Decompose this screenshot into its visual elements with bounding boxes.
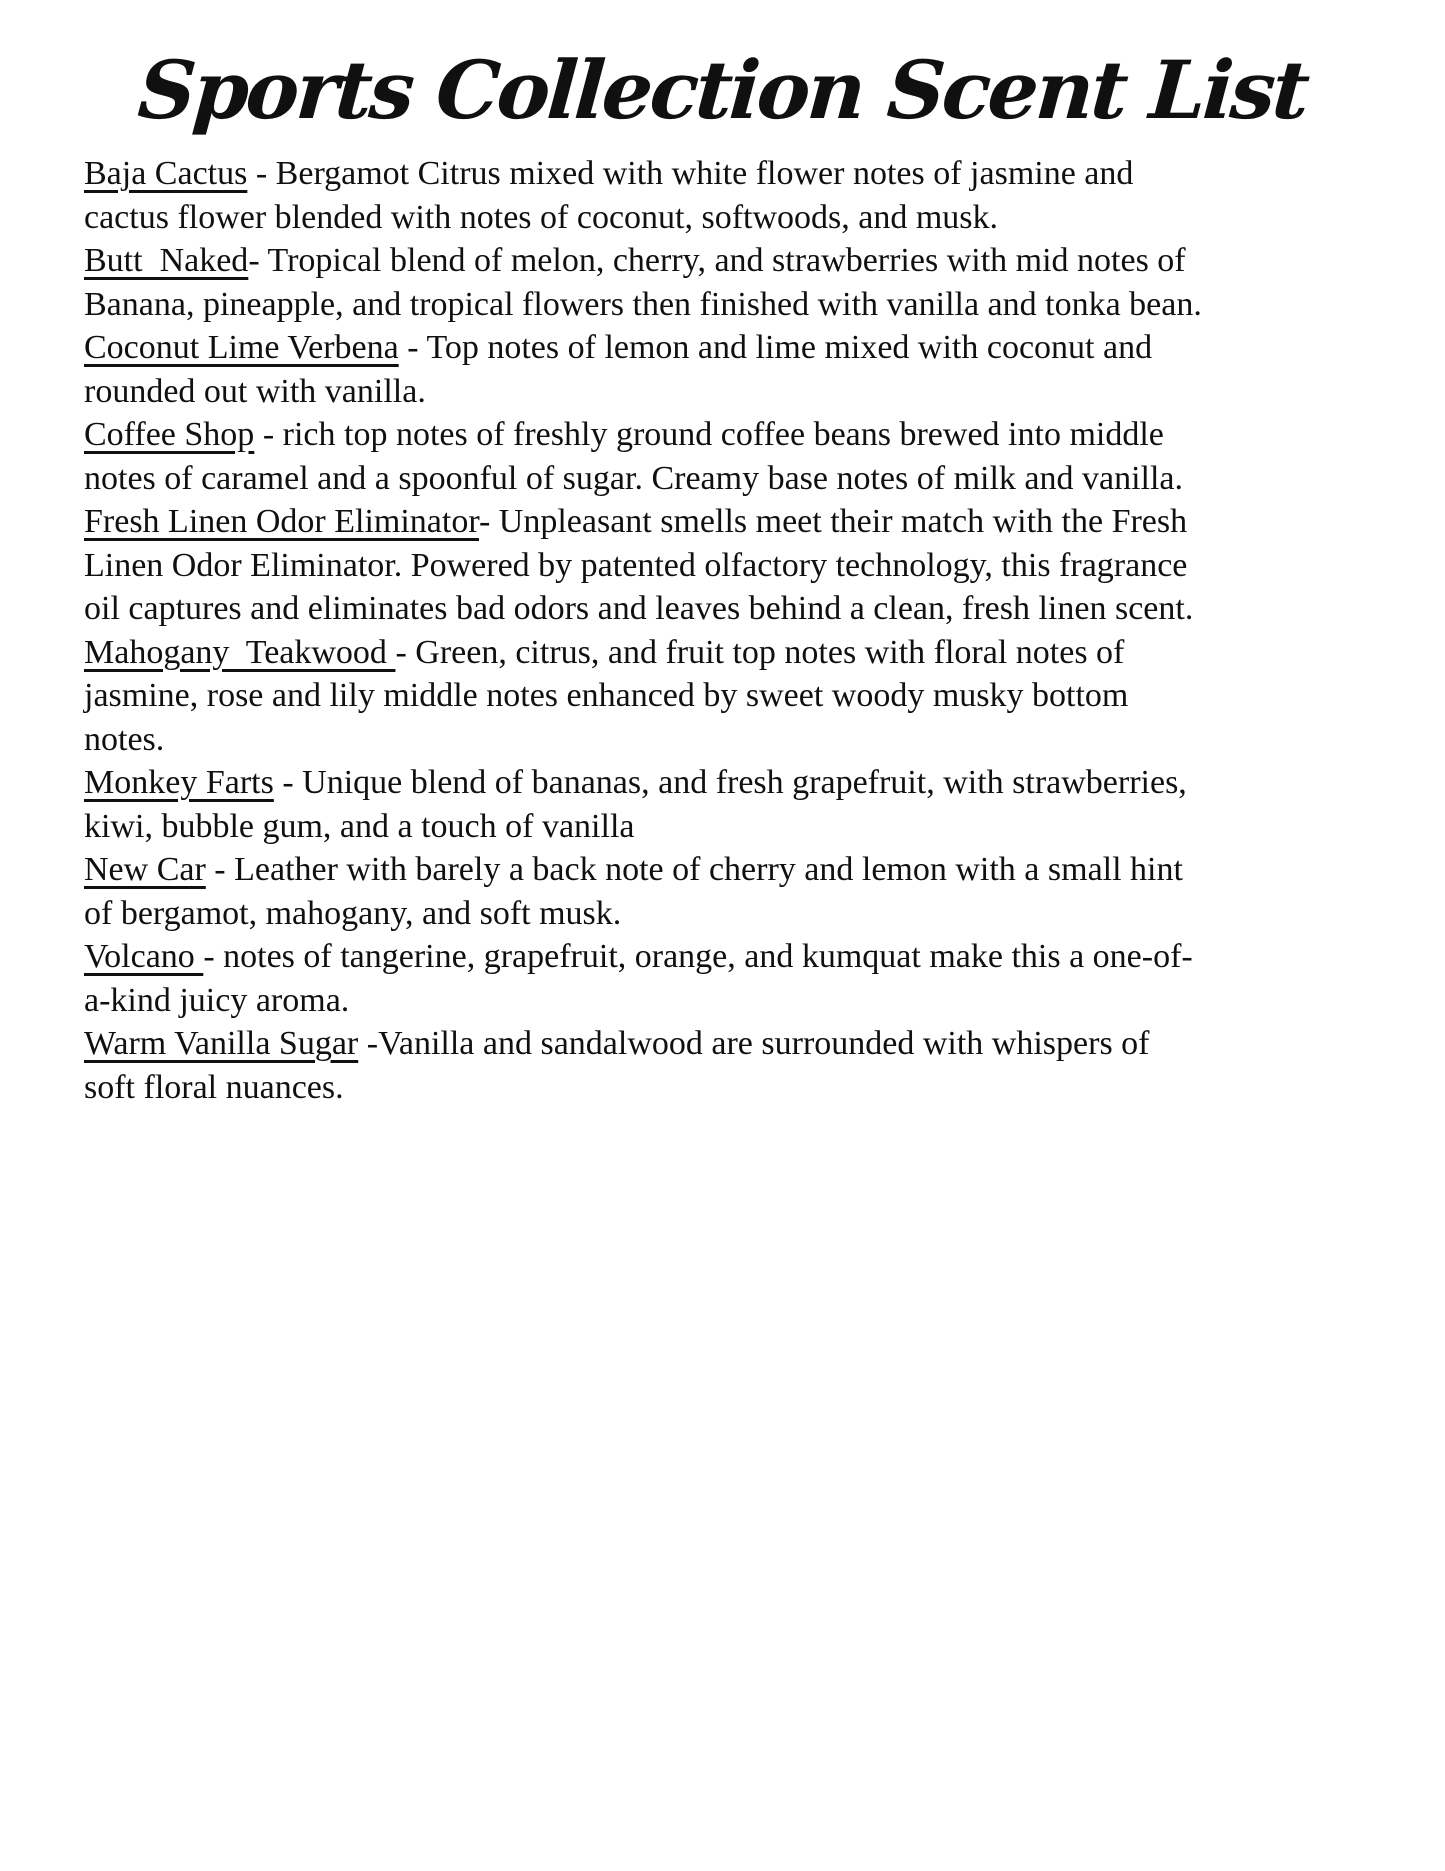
scent-description: rich top notes of freshly ground coffee beans brewed into middle notes of caramel and a spoonful of sugar. Creamy base notes of milk and vanilla. — [84, 416, 1184, 497]
scent-name: Monkey Farts — [84, 764, 274, 801]
scent-name: Baja Cactus — [84, 155, 248, 192]
scent-separator: - — [247, 155, 276, 192]
scent-separator: - — [203, 938, 224, 975]
scent-entry — [84, 500, 1204, 631]
scent-description: Bergamot Citrus mixed with white flower notes of jasmine and cactus flower blended with notes of coconut, softwoods, and musk. — [84, 155, 1142, 236]
scent-separator: - — [478, 503, 499, 540]
scent-entry — [84, 152, 1204, 239]
scent-name: New Car — [84, 851, 206, 888]
scent-name: Coconut Lime Verbena — [84, 329, 399, 366]
scent-description: Vanilla and sandalwood are surrounded with whispers of soft floral nuances. — [84, 1025, 1159, 1106]
page-title: Sports Collection Scent List — [135, 43, 1310, 137]
scent-entry — [84, 631, 1204, 762]
scent-name: Coffee Shop — [84, 416, 255, 453]
scent-separator: - — [395, 633, 416, 671]
scent-separator: - — [358, 1025, 379, 1062]
scent-separator: - — [205, 851, 235, 888]
scent-entry — [84, 935, 1204, 1022]
scent-separator: - — [398, 329, 427, 366]
scent-entry — [84, 413, 1204, 500]
scent-description: Unpleasant smells meet their match with the Fresh Linen Odor Eliminator. Powered by patented olfactory technology, this fragrance oil captures and eliminates bad odors and leaves behind a clean, fresh linen scent. — [84, 503, 1196, 627]
scent-name: Warm Vanilla Sugar — [84, 1025, 359, 1062]
scent-separator: - — [273, 764, 303, 801]
scent-entry — [84, 848, 1204, 935]
scent-name: Mahogany Teakwood — [84, 633, 396, 671]
scent-description: Unique blend of bananas, and fresh grapefruit, with strawberries, kiwi, bubble gum, and a touch of vanilla — [84, 764, 1196, 845]
scent-entry — [84, 1022, 1204, 1109]
scent-description: notes of tangerine, grapefruit, orange, and kumquat make this a one-of-a-kind juicy aroma. — [84, 938, 1193, 1019]
scent-entry — [84, 326, 1204, 413]
scent-description: Tropical blend of melon, cherry, and strawberries with mid notes of Banana, pineapple, and tropical flowers then finished with vanilla and tonka bean. — [84, 242, 1202, 323]
scent-name: Volcano — [84, 938, 204, 975]
scent-separator: - — [254, 416, 283, 453]
scent-description: Top notes of lemon and lime mixed with coconut and rounded out with vanilla. — [84, 329, 1161, 410]
scent-entry — [84, 239, 1204, 326]
scent-description: Leather with barely a back note of cherry and lemon with a small hint of bergamot, mahogany, and soft musk. — [84, 851, 1192, 932]
scent-entry — [84, 761, 1204, 848]
scent-name: Butt Naked — [84, 242, 249, 279]
scent-separator: - — [248, 242, 268, 279]
scent-name: Fresh Linen Odor Eliminator — [84, 503, 479, 540]
scent-list — [84, 152, 1204, 1109]
scent-description: Green, citrus, and fruit top notes with floral notes of jasmine, rose and lily middle notes enhanced by sweet woody musky bottom notes. — [84, 633, 1137, 758]
